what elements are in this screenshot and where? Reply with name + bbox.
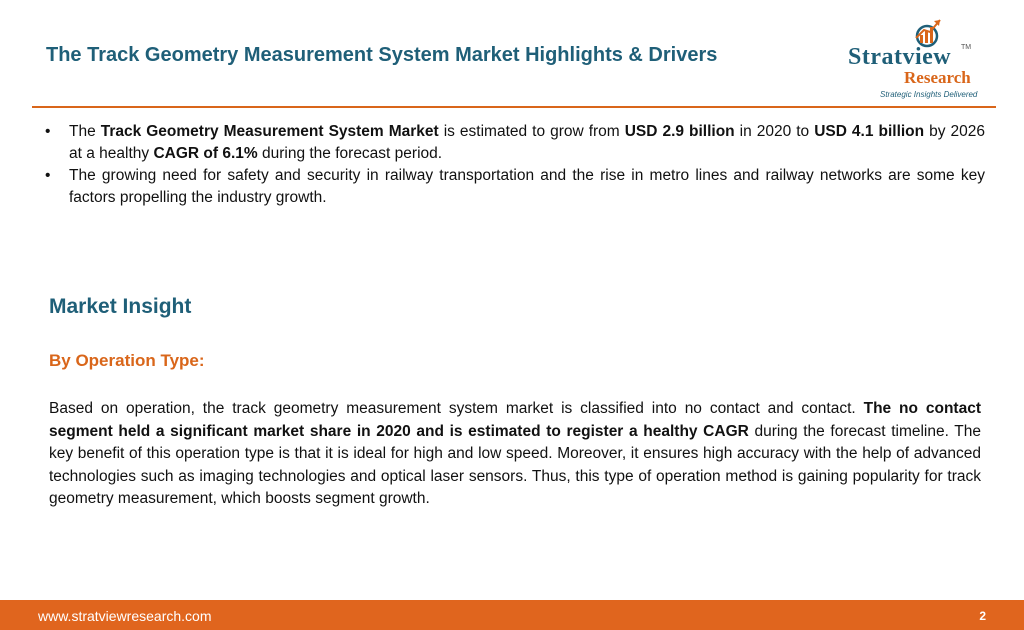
logo-research: Research: [904, 68, 971, 87]
value-2026: USD 4.1 billion: [814, 123, 925, 140]
highlights-list: [45, 121, 985, 209]
market-insight-heading: Market Insight: [49, 295, 192, 318]
bullet-symbol: •: [45, 123, 51, 140]
footer-website-link[interactable]: www.stratviewresearch.com: [38, 608, 212, 624]
logo-trademark: TM: [961, 44, 972, 51]
page-number: 2: [979, 609, 986, 623]
operation-type-paragraph: Based on operation, the track geometry measurement system market is classified into no contact and contact. The no contact segment held a significant market share in 2020 and is estimated to register a healthy CAGR during the forecast timeline. The key benefit of this operation type is that it is ideal for high and low speed. Moreover, it ensures high accuracy with the help of advanced technologies such as imaging technologies and optical laser sensors. Thus, this type of operation method is gaining popularity for track geometry measurement, which boosts segment growth.: [49, 400, 982, 507]
value-2020: USD 2.9 billion: [624, 123, 735, 140]
header-divider: [32, 106, 996, 108]
footer-bar: [0, 600, 1024, 630]
logo-wordmark: Stratview: [848, 44, 952, 70]
key-finding: The no contact segment held a significant market share in 2020 and is estimated to register a healthy CAGR: [49, 400, 981, 440]
highlight-bullet-drivers: • The growing need for safety and security in railway transportation and the rise in metro lines and railway networks are some key factors propelling the industry growth.: [45, 167, 985, 206]
operation-type-subheading: By Operation Type:: [49, 351, 205, 370]
bullet-symbol: •: [45, 167, 51, 184]
slide-title: The Track Geometry Measurement System Market Highlights & Drivers: [46, 44, 718, 66]
cagr-value: CAGR of 6.1%: [153, 145, 258, 162]
logo-tagline: Strategic Insights Delivered: [880, 90, 978, 99]
highlight-bullet-market-size: • The Track Geometry Measurement System Market is estimated to grow from USD 2.9 billion in 2020 to USD 4.1 billion by 2026 at a healthy CAGR of 6.1% during the forecast period.: [45, 123, 986, 162]
stratview-logo: [848, 18, 998, 102]
market-name: Track Geometry Measurement System Market: [100, 123, 439, 140]
